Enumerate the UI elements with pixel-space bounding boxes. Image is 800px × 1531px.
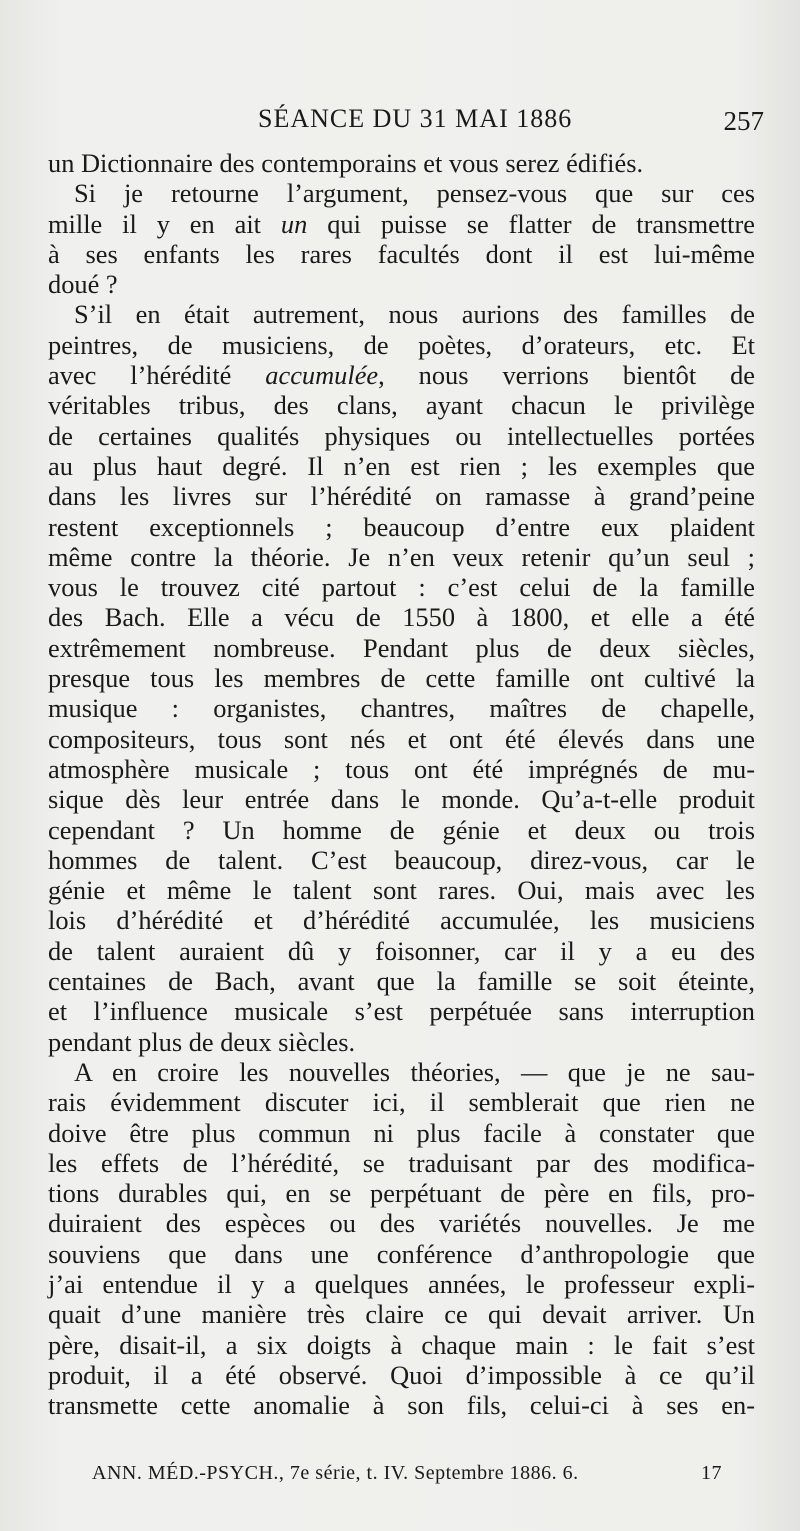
text-line: génie et même le talent sont rares. Oui, mais avec les: [48, 875, 755, 906]
text-line: hommes de talent. C’est beaucoup, direz-vous, car le: [48, 844, 755, 875]
text-line: au plus haut degré. Il n’en est rien ; les exemples que: [48, 450, 755, 481]
text-line: extrêmement nombreuse. Pendant plus de deux siècles,: [48, 632, 755, 663]
text-line: de certaines qualités physiques ou intellectuelles portées: [48, 420, 755, 451]
page-header: [50, 104, 764, 144]
text-line: les effets de l’hérédité, se traduisant par des modifica-: [48, 1147, 755, 1178]
text-line: restent exceptionnels ; beaucoup d’entre eux plaident: [48, 511, 755, 542]
page-footer: [92, 1462, 722, 1492]
text-line: S’il en était autrement, nous aurions des familles de: [74, 299, 755, 330]
text-line: quait d’une manière très claire ce qui devait arriver. Un: [48, 1299, 755, 1330]
text-line: musique : organistes, chantres, maîtres de chapelle,: [48, 693, 755, 724]
text-line: avec l’hérédité accumulée, nous verrions bientôt de: [48, 360, 755, 391]
text-line: cependant ? Un homme de génie et deux ou trois: [48, 814, 755, 845]
text-line: mille il y en ait un qui puisse se flatter de transmettre: [48, 208, 756, 239]
text-line: presque tous les membres de cette famille ont cultivé la: [48, 663, 755, 694]
text-line: vous le trouvez cité partout : c’est celui de la famille: [48, 572, 755, 603]
text-line: pendant plus de deux siècles.: [48, 1026, 356, 1057]
text-line: père, disait-il, a six doigts à chaque main : le fait s’est: [48, 1329, 755, 1360]
text-line: centaines de Bach, avant que la famille se soit éteinte,: [48, 966, 755, 997]
text-line: doué ?: [48, 269, 118, 300]
text-line: même contre la théorie. Je n’en veux retenir qu’un seul ;: [48, 541, 755, 572]
text-line: j’ai entendue il y a quelques années, le professeur expli-: [48, 1268, 755, 1299]
text-line: à ses enfants les rares facultés dont il est lui-même: [48, 238, 755, 269]
running-head: SÉANCE DU 31 MAI 1886: [258, 104, 573, 133]
text-line: Si je retourne l’argument, pensez-vous que sur ces: [74, 178, 755, 209]
text-line: transmette cette anomalie à son fils, celui-ci à ses en-: [48, 1390, 755, 1421]
text-line: sique dès leur entrée dans le monde. Qu’a-t-elle produit: [48, 784, 755, 815]
text-line: souviens que dans une conférence d’anthropologie que: [48, 1238, 755, 1269]
signature-mark: 17: [701, 1462, 722, 1484]
text-line: duiraient des espèces ou des variétés nouvelles. Je me: [48, 1208, 755, 1239]
text-line: compositeurs, tous sont nés et ont été élevés dans une: [48, 723, 755, 754]
footer-citation: ANN. MÉD.-PSYCH., 7e série, t. IV. Septembre 1886. 6.: [92, 1462, 579, 1484]
text-line: un Dictionnaire des contemporains et vous serez édifiés.: [48, 148, 644, 178]
text-line: dans les livres sur l’hérédité on ramasse à grand’peine: [48, 481, 755, 512]
text-line: tions durables qui, en se perpétuant de père en fils, pro-: [48, 1178, 755, 1209]
text-line: doive être plus commun ni plus facile à constater que: [48, 1117, 755, 1148]
text-line: A en croire les nouvelles théories, — que je ne sau-: [74, 1056, 755, 1087]
page-number: 257: [723, 106, 764, 136]
text-line: peintres, de musiciens, de poètes, d’orateurs, etc. Et: [48, 329, 755, 360]
text-line: véritables tribus, des clans, ayant chacun le privilège: [48, 390, 755, 421]
text-line: et l’influence musicale s’est perpétuée sans interruption: [48, 996, 755, 1027]
text-line: produit, il a été observé. Quoi d’impossible à ce qu’il: [48, 1359, 755, 1390]
text-line: lois d’hérédité et d’hérédité accumulée, les musiciens: [48, 905, 755, 936]
text-line: des Bach. Elle a vécu de 1550 à 1800, et elle a été: [48, 602, 755, 633]
body-text: [48, 148, 755, 1420]
text-line: atmosphère musicale ; tous ont été imprégnés de mu-: [48, 753, 755, 784]
text-line: de talent auraient dû y foisonner, car il y a eu des: [48, 935, 755, 966]
text-line: rais évidemment discuter ici, il semblerait que rien ne: [48, 1087, 755, 1118]
